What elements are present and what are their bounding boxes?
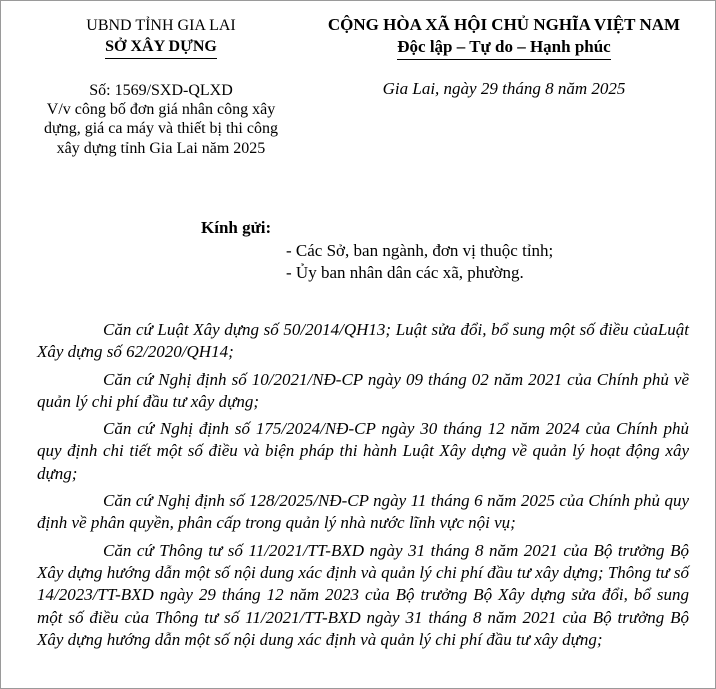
national-title-block — [307, 14, 701, 60]
agency-name: SỞ XÂY DỰNG — [105, 36, 217, 59]
legal-basis-paragraph: Căn cứ Thông tư số 11/2021/TT-BXD ngày 31 tháng 8 năm 2021 của Bộ trưởng Bộ Xây dựng hướng dẫn một số nội dung xác định và quản lý chi phí đầu tư xây dựng; Thông tư số 14/2023/TT-BXD ngày 29 tháng 12 năm 2023 của Bộ trưởng Bộ Xây dựng sửa đổi, bổ sung một số điều của Thông tư số 11/2021/TT-BXD ngày 31 tháng 8 năm 2021 của Bộ trưởng Bộ Xây dựng hướng dẫn một số nội dung xác định và quản lý chi phí đầu tư xây dựng; — [37, 540, 689, 649]
recipient-item: - Các Sở, ban ngành, đơn vị thuộc tỉnh; — [286, 241, 554, 260]
legal-basis-paragraph: Căn cứ Luật Xây dựng số 50/2014/QH13; Luật sửa đổi, bổ sung một số điều củaLuật Xây dựng số 62/2020/QH14; — [37, 320, 689, 362]
document-subject: V/v công bố đơn giá nhân công xây dựng, giá ca máy và thiết bị thi công xây dựng tỉnh Gia Lai năm 2025 — [44, 101, 278, 157]
recipient-list — [286, 240, 553, 284]
national-motto: Độc lập – Tự do – Hạnh phúc — [397, 36, 610, 60]
greeting-label: Kính gửi: — [201, 218, 272, 237]
legal-basis-paragraph: Căn cứ Nghị định số 10/2021/NĐ-CP ngày 09 tháng 02 năm 2021 của Chính phủ về quản lý chi phí đầu tư xây dựng; — [37, 369, 689, 411]
document-number: Số: 1569/SXD-QLXD — [89, 82, 233, 99]
issuing-agency-block — [37, 15, 285, 59]
legal-basis-paragraph: Căn cứ Nghị định số 128/2025/NĐ-CP ngày 11 tháng 6 năm 2025 của Chính phủ quy định về phân quyền, phân cấp trong quản lý nhà nước lĩnh vực nội vụ; — [37, 491, 689, 533]
recipient-item: - Ủy ban nhân dân các xã, phường. — [286, 263, 524, 282]
document-body — [37, 319, 689, 656]
country-name: CỘNG HÒA XÃ HỘI CHỦ NGHĨA VIỆT NAM — [327, 15, 681, 34]
authority-name: UBND TỈNH GIA LAI — [86, 17, 236, 34]
place-date-line: Gia Lai, ngày 29 tháng 8 năm 2025 — [382, 79, 626, 98]
legal-basis-paragraph: Căn cứ Nghị định số 175/2024/NĐ-CP ngày 30 tháng 12 năm 2024 của Chính phủ quy định chi tiết một số điều và biện pháp thi hành Luật Xây dựng về quản lý hoạt động xây dựng; — [37, 419, 689, 483]
